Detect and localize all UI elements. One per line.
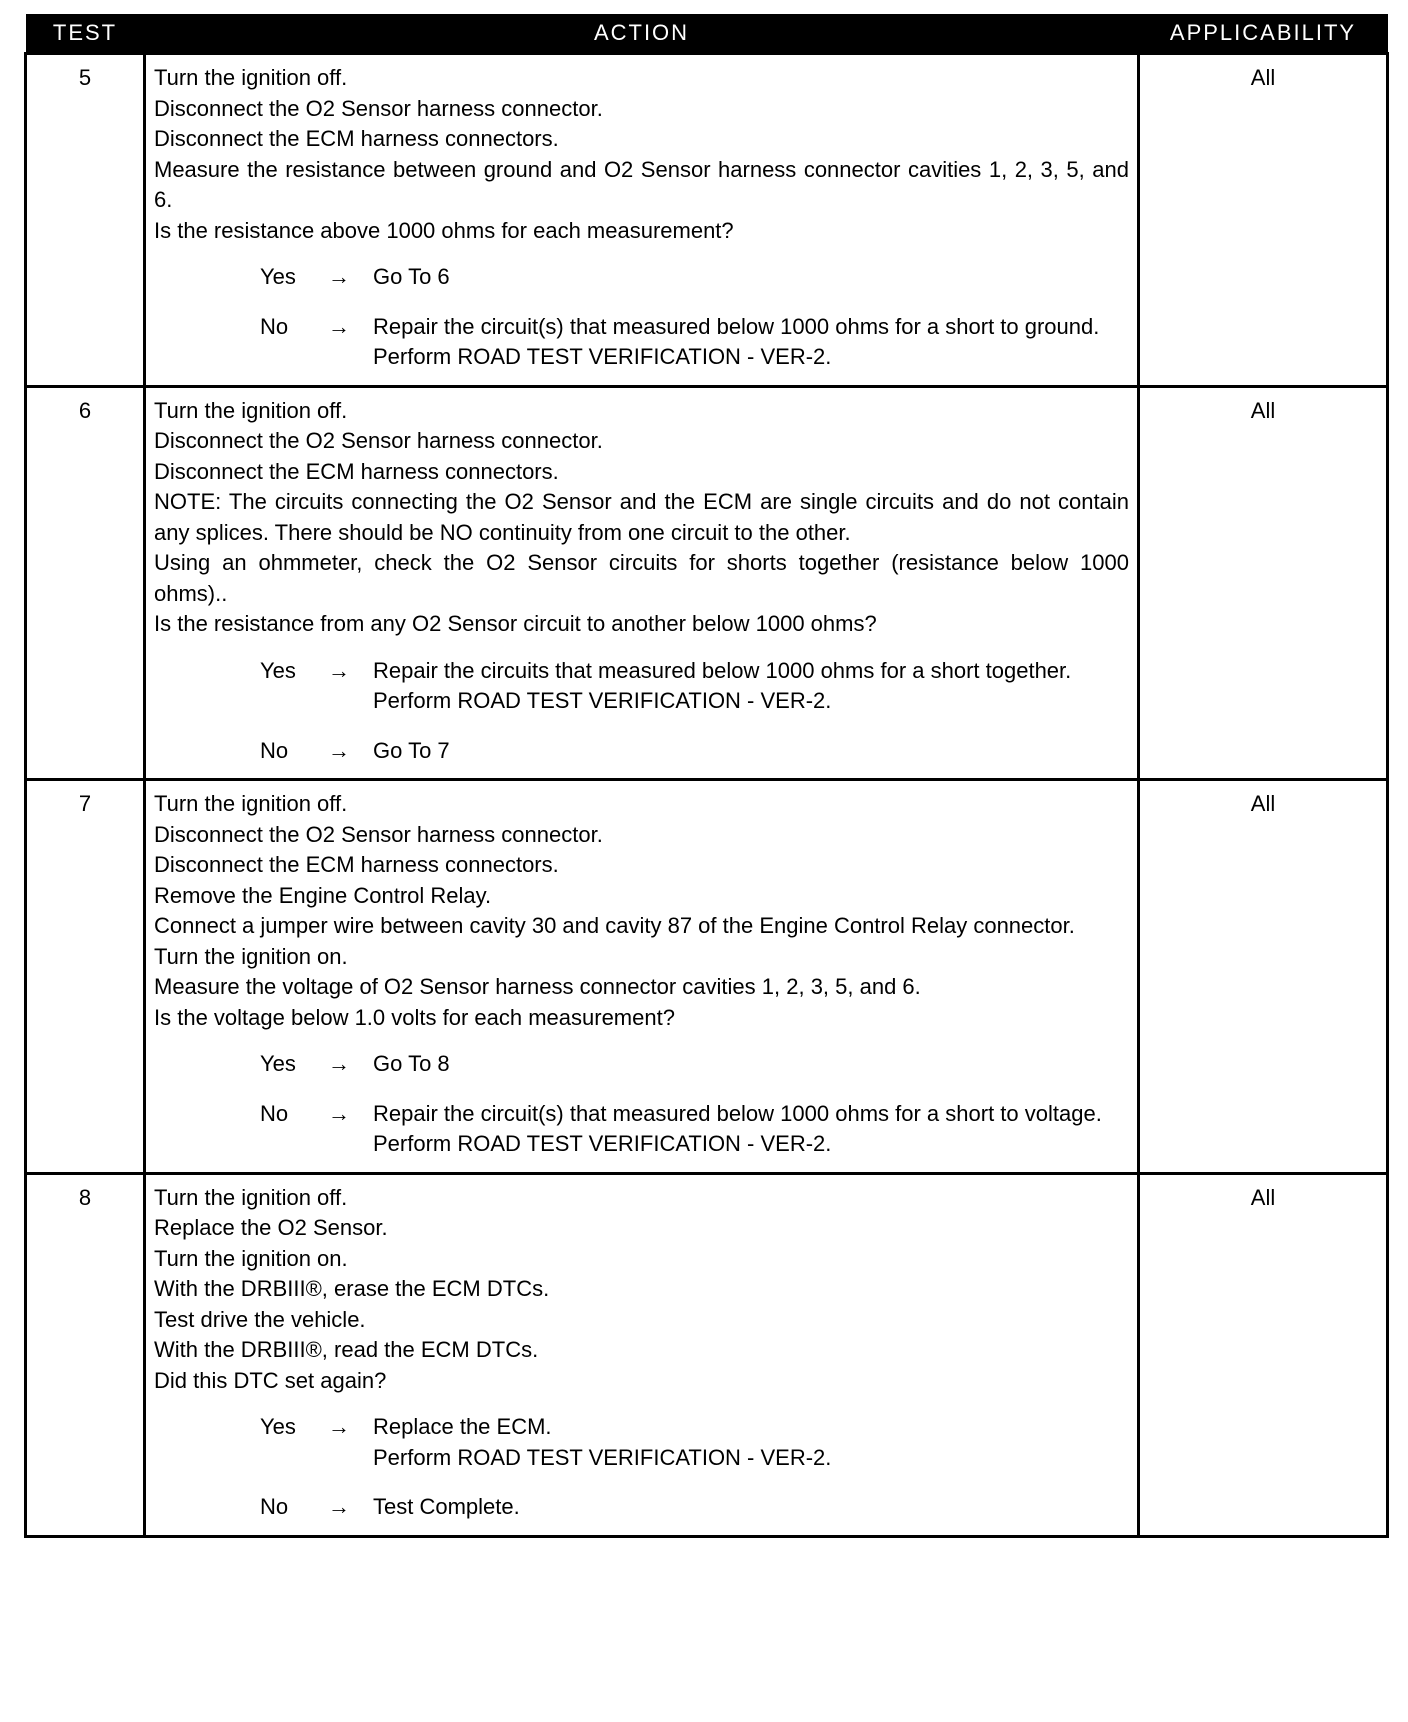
answer-block [154, 1412, 1129, 1523]
action-step: Turn the ignition on. [154, 943, 348, 969]
right-arrow-icon: → [328, 1494, 350, 1519]
instruction-line: Go To 6 [373, 264, 450, 289]
no-label: No [260, 1494, 289, 1519]
header-applicability: APPLICABILITY [1139, 14, 1388, 54]
no-answer [154, 1099, 1129, 1160]
diagnostic-procedure-page [24, 14, 1386, 1538]
action-step: Disconnect the O2 Sensor harness connector. [154, 95, 603, 121]
instruction-line: Repair the circuits that measured below 1000 ohms for a short together. [373, 657, 1072, 683]
no-instructions [373, 736, 1129, 767]
right-arrow-icon: → [328, 264, 350, 289]
instruction-line: Perform ROAD TEST VERIFICATION - VER-2. [373, 344, 832, 369]
action-step: Test drive the vehicle. [154, 1306, 366, 1332]
no-label: No [260, 313, 289, 339]
yes-instructions [373, 656, 1129, 717]
no-label: No [260, 737, 289, 763]
instruction-line: Replace the ECM. [373, 1414, 552, 1439]
applicability-value: All [1139, 780, 1388, 1174]
answer-block [154, 656, 1129, 767]
yes-label: Yes [260, 264, 296, 289]
yes-answer [154, 262, 1129, 293]
action-step: Did this DTC set again? [154, 1367, 387, 1393]
applicability-value: All [1139, 1173, 1388, 1536]
no-label: No [260, 1100, 289, 1126]
action-step: Disconnect the ECM harness connectors. [154, 126, 559, 151]
yes-label: Yes [260, 657, 296, 683]
right-arrow-icon: → [328, 313, 350, 339]
answer-block [154, 1049, 1129, 1160]
table-row [26, 54, 1388, 387]
table-row [26, 780, 1388, 1174]
action-step: With the DRBIII®, erase the ECM DTCs. [154, 1276, 550, 1301]
action-step: Replace the O2 Sensor. [154, 1215, 388, 1240]
table-row [26, 1173, 1388, 1536]
applicability-value: All [1139, 386, 1388, 780]
header-test: TEST [26, 14, 145, 54]
instruction-line: Test Complete. [373, 1494, 520, 1519]
no-answer [154, 1492, 1129, 1523]
right-arrow-icon: → [328, 1100, 350, 1126]
diagnostic-table [24, 14, 1389, 1538]
no-instructions [373, 312, 1129, 373]
instruction-line: Go To 7 [373, 737, 450, 763]
yes-instructions [373, 1049, 1129, 1080]
answer-block [154, 262, 1129, 373]
action-cell [145, 386, 1139, 780]
action-step: Using an ohmmeter, check the O2 Sensor circuits for shorts together (resistance below 1000 ohms).. [154, 550, 1129, 606]
instruction-line: Repair the circuit(s) that measured below 1000 ohms for a short to voltage. [373, 1100, 1102, 1126]
yes-answer [154, 1412, 1129, 1473]
action-step: Measure the resistance between ground and O2 Sensor harness connector cavities 1, 2, 3, 5, and 6. [154, 156, 1129, 212]
right-arrow-icon: → [328, 657, 350, 683]
yes-instructions [373, 1412, 1129, 1473]
test-number: 8 [26, 1173, 145, 1536]
right-arrow-icon: → [328, 1051, 350, 1076]
instruction-line: Go To 8 [373, 1051, 450, 1076]
applicability-value: All [1139, 54, 1388, 387]
action-step: Is the resistance from any O2 Sensor circuit to another below 1000 ohms? [154, 611, 877, 636]
action-step: Is the resistance above 1000 ohms for each measurement? [154, 217, 734, 243]
action-cell [145, 780, 1139, 1174]
header-action: ACTION [145, 14, 1139, 54]
yes-instructions [373, 262, 1129, 293]
action-step: Turn the ignition off. [154, 397, 348, 423]
action-step: Turn the ignition off. [154, 1184, 348, 1210]
test-number: 7 [26, 780, 145, 1174]
table-row [26, 386, 1388, 780]
right-arrow-icon: → [328, 1414, 350, 1439]
action-step: Disconnect the ECM harness connectors. [154, 852, 559, 877]
test-number: 6 [26, 386, 145, 780]
action-step: Disconnect the O2 Sensor harness connector. [154, 821, 603, 847]
action-step: Turn the ignition on. [154, 1245, 348, 1271]
action-step: Connect a jumper wire between cavity 30 and cavity 87 of the Engine Control Relay connector. [154, 913, 1075, 938]
action-step: Remove the Engine Control Relay. [154, 882, 492, 908]
action-step: Is the voltage below 1.0 volts for each measurement? [154, 1004, 675, 1030]
yes-label: Yes [260, 1414, 296, 1439]
action-cell [145, 1173, 1139, 1536]
table-header-row [26, 14, 1388, 54]
yes-label: Yes [260, 1051, 296, 1076]
no-instructions [373, 1492, 1129, 1523]
no-answer [154, 312, 1129, 373]
instruction-line: Perform ROAD TEST VERIFICATION - VER-2. [373, 688, 832, 713]
action-step: Disconnect the O2 Sensor harness connector. [154, 428, 603, 453]
instruction-line: Perform ROAD TEST VERIFICATION - VER-2. [373, 1444, 832, 1470]
instruction-line: Perform ROAD TEST VERIFICATION - VER-2. [373, 1131, 832, 1156]
table-body [26, 54, 1388, 1537]
action-step: Turn the ignition off. [154, 65, 348, 90]
action-step: NOTE: The circuits connecting the O2 Sensor and the ECM are single circuits and do not contain any splices. There should be NO continuity from one circuit to the other. [154, 489, 1129, 545]
action-step: Turn the ignition off. [154, 791, 348, 816]
no-answer [154, 736, 1129, 767]
test-number: 5 [26, 54, 145, 387]
right-arrow-icon: → [328, 737, 350, 763]
action-step: With the DRBIII®, read the ECM DTCs. [154, 1337, 539, 1362]
yes-answer [154, 1049, 1129, 1080]
instruction-line: Repair the circuit(s) that measured below 1000 ohms for a short to ground. [373, 313, 1100, 339]
yes-answer [154, 656, 1129, 717]
action-step: Measure the voltage of O2 Sensor harness connector cavities 1, 2, 3, 5, and 6. [154, 974, 921, 999]
action-cell [145, 54, 1139, 387]
no-instructions [373, 1099, 1129, 1160]
action-step: Disconnect the ECM harness connectors. [154, 458, 559, 484]
